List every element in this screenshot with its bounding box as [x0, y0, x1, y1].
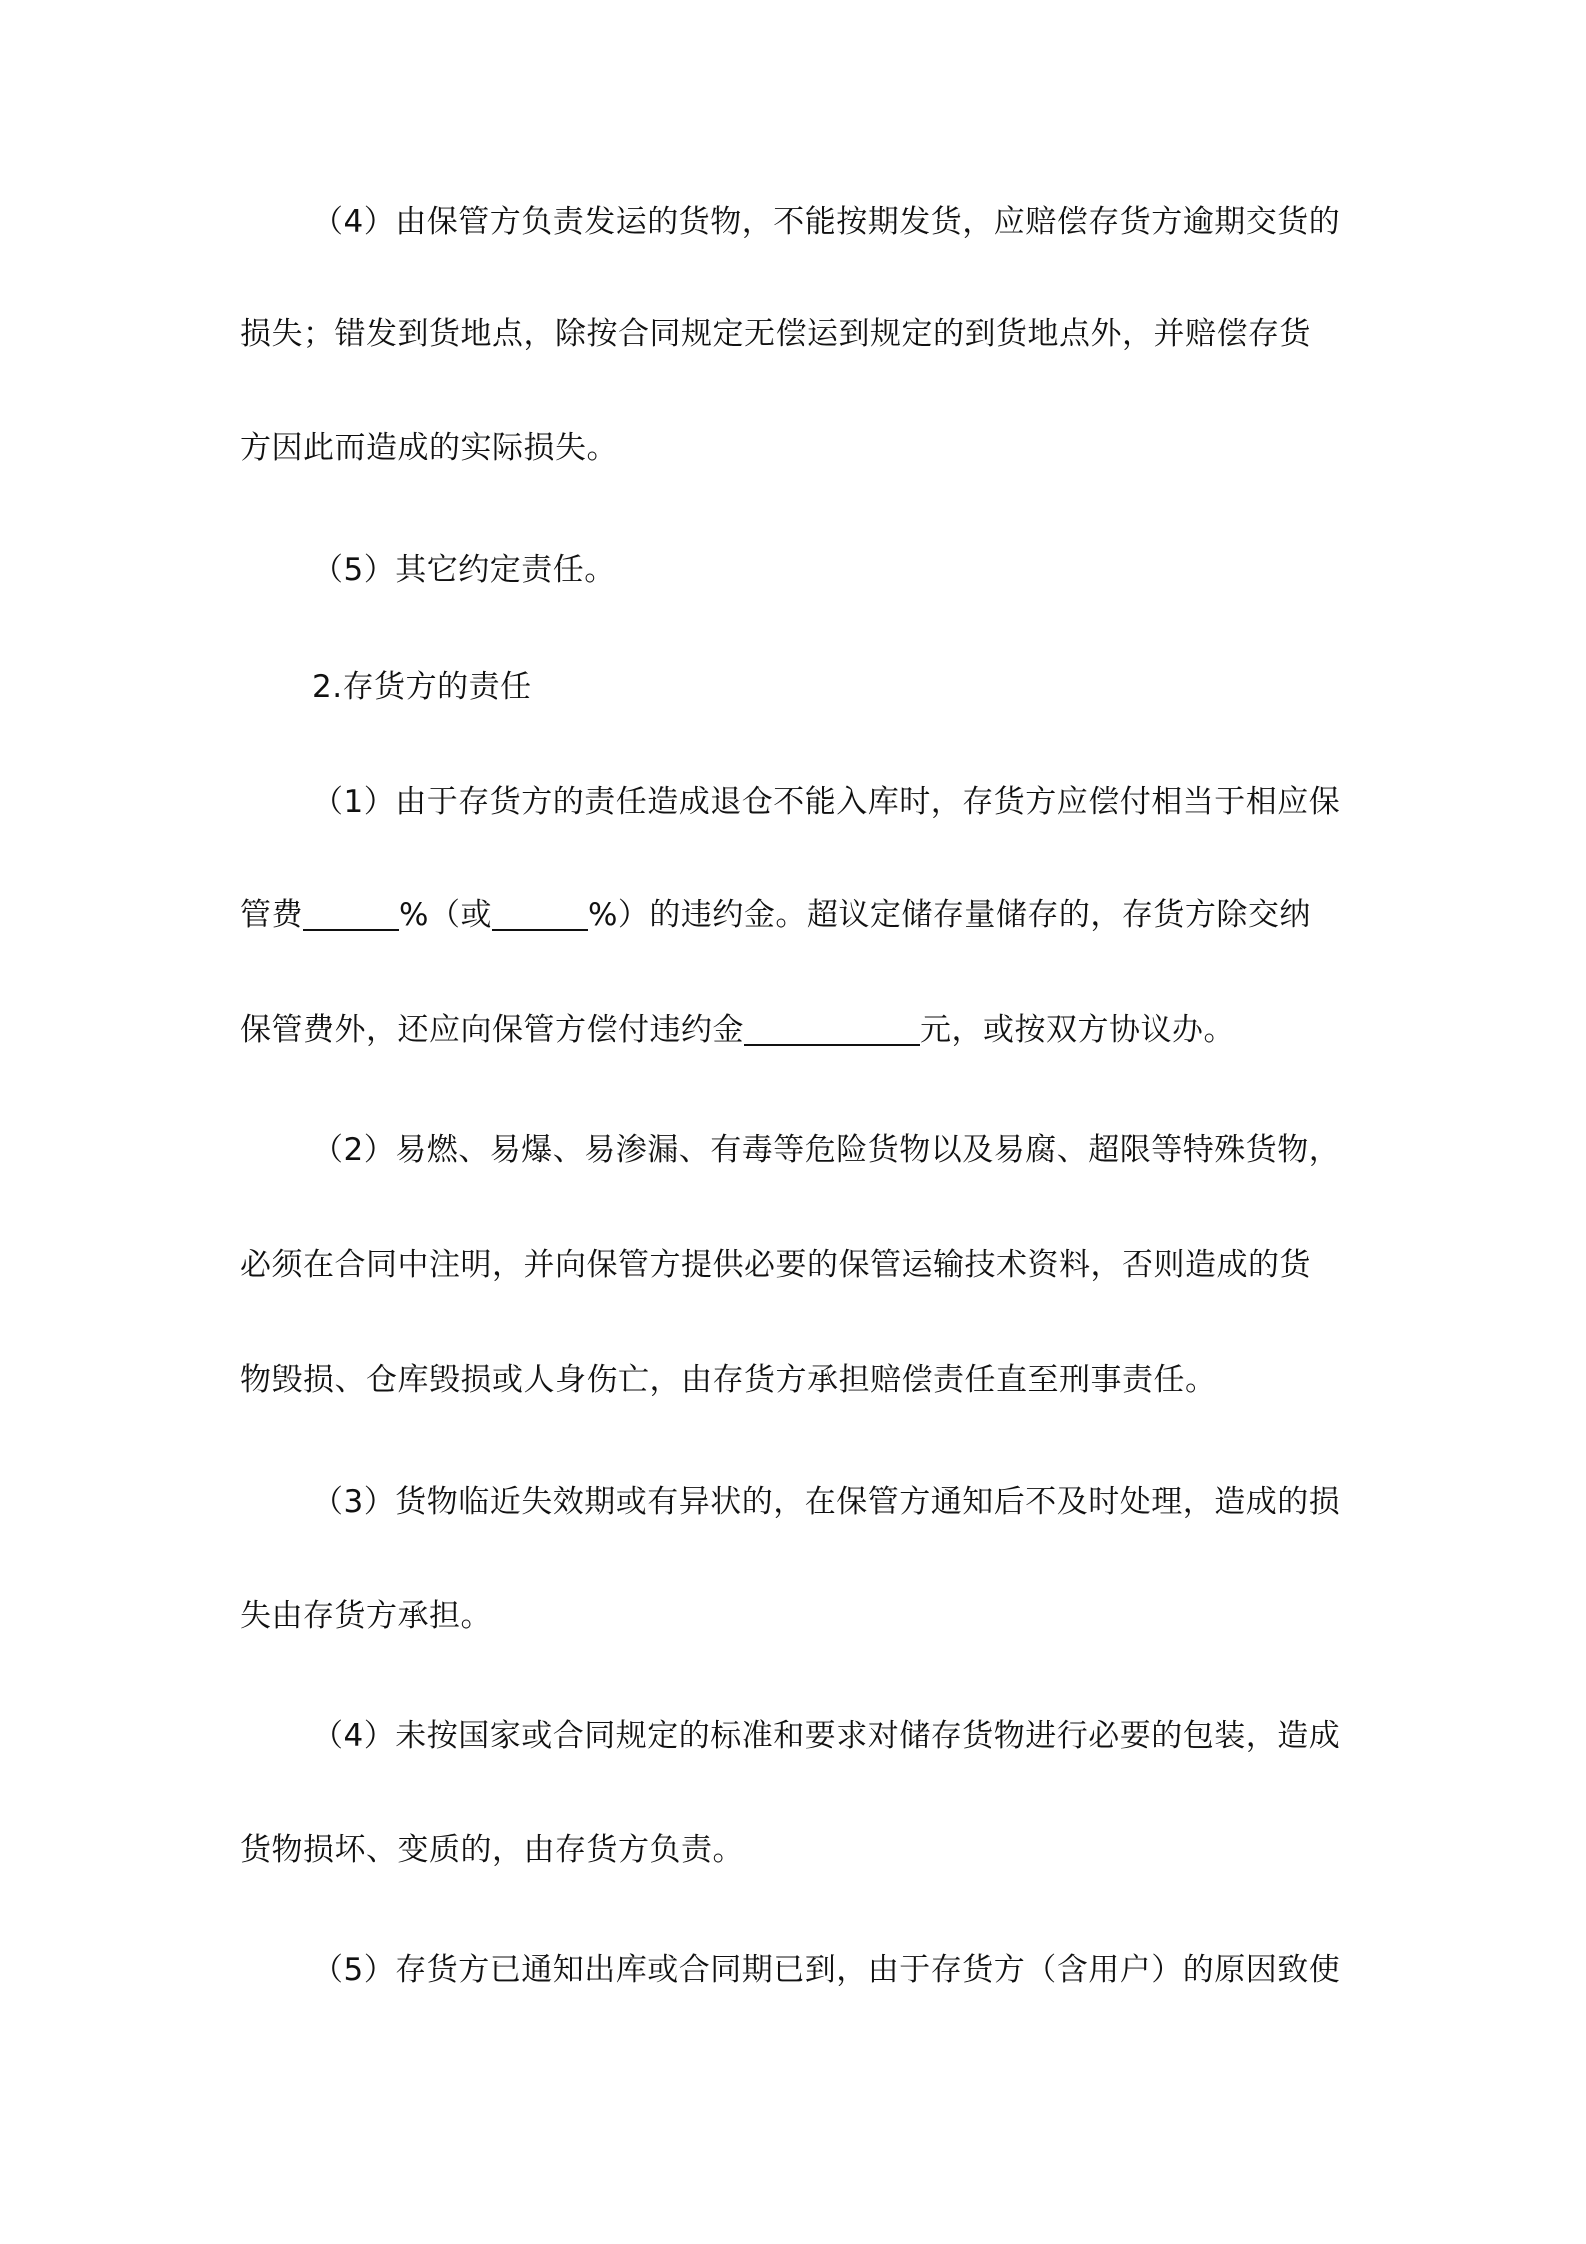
- clause-4-line-2: 货物损坏、变质的，由存货方负责。: [240, 1832, 744, 1868]
- para-4-line-3: 方因此而造成的实际损失。: [240, 430, 618, 466]
- clause-1-line-2: [240, 895, 1360, 935]
- clause-1-text-a: 管费: [240, 897, 303, 933]
- percent-blank-1[interactable]: [303, 899, 399, 931]
- penalty-amount-blank[interactable]: [744, 1014, 920, 1046]
- clause-1-line-3: [240, 1010, 1360, 1050]
- para-5-line-1: （5）其它约定责任。: [312, 552, 616, 588]
- clause-3-line-2: 失由存货方承担。: [240, 1598, 492, 1634]
- clause-1-text-d: 保管费外，还应向保管方偿付违约金: [240, 1012, 744, 1048]
- section-heading: 2.存货方的责任: [312, 669, 532, 705]
- clause-2-line-3: 物毁损、仓库毁损或人身伤亡，由存货方承担赔偿责任直至刑事责任。: [240, 1362, 1217, 1398]
- percent-blank-2[interactable]: [492, 899, 588, 931]
- clause-3-line-1: （3）货物临近失效期或有异状的，在保管方通知后不及时处理，造成的损: [312, 1484, 1341, 1520]
- clause-5-line-1: （5）存货方已通知出库或合同期已到，由于存货方（含用户）的原因致使: [312, 1952, 1341, 1988]
- clause-2-line-1: （2）易燃、易爆、易渗漏、有毒等危险货物以及易腐、超限等特殊货物，: [312, 1132, 1341, 1168]
- clause-4-line-1: （4）未按国家或合同规定的标准和要求对储存货物进行必要的包装，造成: [312, 1718, 1341, 1754]
- clause-2-line-2: 必须在合同中注明，并向保管方提供必要的保管运输技术资料，否则造成的货: [240, 1247, 1311, 1283]
- clause-1-text-c: %）的违约金。超议定储存量储存的，存货方除交纳: [587, 897, 1311, 933]
- para-4-line-1: （4）由保管方负责发运的货物，不能按期发货，应赔偿存货方逾期交货的: [312, 204, 1341, 240]
- clause-1-line-1: （1）由于存货方的责任造成退仓不能入库时，存货方应偿付相当于相应保: [312, 784, 1341, 820]
- clause-1-text-b: %（或: [399, 897, 492, 933]
- para-4-line-2: 损失；错发到货地点，除按合同规定无偿运到规定的到货地点外，并赔偿存货: [240, 316, 1311, 352]
- clause-1-text-e: 元，或按双方协议办。: [920, 1012, 1235, 1048]
